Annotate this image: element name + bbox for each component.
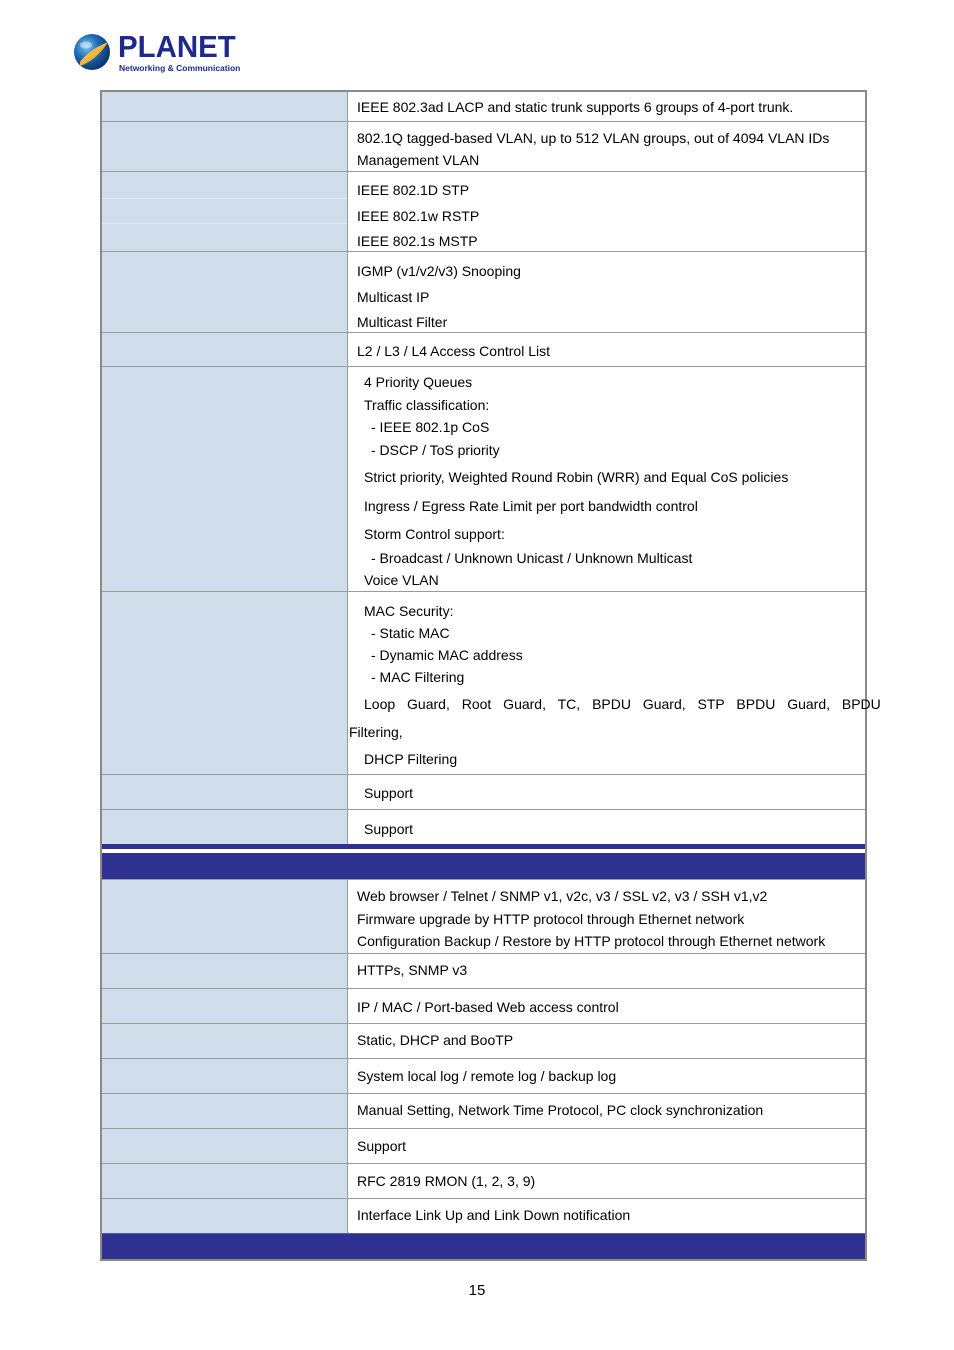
globe-icon bbox=[72, 32, 112, 72]
spec-label-cell bbox=[102, 1059, 348, 1093]
spec-label-cell bbox=[102, 1199, 348, 1233]
spec-line: Support bbox=[364, 785, 414, 801]
spec-value-cell bbox=[348, 92, 865, 121]
table-row bbox=[102, 92, 865, 121]
spec-line: Interface Link Up and Link Down notification bbox=[357, 1207, 631, 1223]
spec-value-cell bbox=[348, 810, 865, 844]
table-row bbox=[102, 1058, 865, 1093]
spec-label-cell bbox=[102, 92, 348, 121]
spec-line: IEEE 802.1D STP bbox=[357, 182, 470, 198]
table-row bbox=[102, 953, 865, 988]
planet-logo bbox=[72, 30, 242, 74]
spec-value-cell bbox=[348, 1164, 865, 1198]
spec-line: Support bbox=[357, 1138, 407, 1154]
spec-line: Firmware upgrade by HTTP protocol through Ethernet network bbox=[357, 910, 745, 927]
spec-line: Multicast Filter bbox=[357, 314, 448, 330]
spec-value-cell bbox=[348, 333, 865, 366]
table-row bbox=[102, 1163, 865, 1198]
spec-line: IEEE 802.1w RSTP bbox=[357, 207, 480, 224]
table-row bbox=[102, 988, 865, 1023]
spec-line: System local log / remote log / backup log bbox=[357, 1068, 617, 1084]
spec-line: Configuration Backup / Restore by HTTP protocol through Ethernet network bbox=[357, 933, 826, 949]
spec-label-cell bbox=[102, 775, 348, 809]
table-row bbox=[102, 1023, 865, 1058]
spec-line: - Dynamic MAC address bbox=[371, 647, 523, 663]
spec-line: L2 / L3 / L4 Access Control List bbox=[357, 343, 550, 359]
spec-value-cell bbox=[348, 775, 865, 809]
spec-label-cell bbox=[102, 954, 348, 988]
spec-line: - IEEE 802.1p CoS bbox=[371, 419, 490, 435]
spec-line: Multicast IP bbox=[357, 288, 430, 305]
spec-value-cell bbox=[348, 592, 883, 774]
spec-value-cell bbox=[348, 1059, 865, 1093]
spec-label-cell bbox=[102, 252, 348, 332]
spec-value-cell bbox=[348, 880, 865, 953]
table-row bbox=[102, 121, 865, 171]
spec-line: Static, DHCP and BooTP bbox=[357, 1032, 514, 1048]
spec-label-cell bbox=[102, 367, 348, 591]
spec-line: 802.1Q tagged-based VLAN, up to 512 VLAN groups, out of 4094 VLAN IDs bbox=[357, 130, 830, 146]
spec-value-cell bbox=[348, 252, 865, 332]
spec-line: Support bbox=[364, 821, 414, 837]
spec-value-cell bbox=[348, 1129, 865, 1163]
table-row bbox=[102, 879, 865, 953]
spec-line: Web browser / Telnet / SNMP v1, v2c, v3 / SSL v2, v3 / SSH v1,v2 bbox=[357, 888, 768, 904]
spec-label-cell bbox=[102, 989, 348, 1023]
table-row bbox=[102, 809, 865, 844]
spec-line: Loop Guard, Root Guard, TC, BPDU Guard, STP BPDU Guard, BPDU bbox=[364, 696, 881, 712]
table-row bbox=[102, 591, 881, 774]
spec-line: HTTPs, SNMP v3 bbox=[357, 962, 468, 978]
table-row bbox=[102, 774, 865, 809]
table-row bbox=[102, 366, 865, 591]
page-number: 15 bbox=[468, 1282, 486, 1299]
spec-label-cell bbox=[102, 172, 348, 251]
logo-wordmark: PLANET bbox=[118, 29, 236, 64]
spec-label-cell bbox=[102, 333, 348, 366]
section-header-bar bbox=[102, 844, 865, 879]
spec-label-cell bbox=[102, 810, 348, 844]
spec-line: MAC Security: bbox=[364, 603, 454, 619]
spec-line: - Broadcast / Unknown Unicast / Unknown Multicast bbox=[371, 549, 693, 566]
spec-line: - MAC Filtering bbox=[371, 669, 465, 685]
table-row bbox=[102, 251, 865, 332]
table-row bbox=[102, 1198, 865, 1233]
spec-value-cell bbox=[348, 954, 865, 988]
spec-line: Strict priority, Weighted Round Robin (WRR) and Equal CoS policies bbox=[364, 469, 789, 485]
spec-line: - Static MAC bbox=[371, 625, 450, 641]
spec-value-cell bbox=[348, 367, 865, 591]
spec-value-cell bbox=[348, 989, 865, 1023]
spec-line: DHCP Filtering bbox=[364, 751, 458, 767]
spec-label-cell bbox=[102, 1094, 348, 1128]
section-header-bar bbox=[102, 1233, 865, 1259]
spec-line: Management VLAN bbox=[357, 152, 480, 168]
spec-line: RFC 2819 RMON (1, 2, 3, 9) bbox=[357, 1173, 536, 1189]
spec-label-cell bbox=[102, 1164, 348, 1198]
spec-value-cell bbox=[348, 1094, 865, 1128]
spec-label-cell bbox=[102, 122, 348, 171]
spec-line: IEEE 802.1s MSTP bbox=[357, 233, 478, 249]
table-row bbox=[102, 1093, 865, 1128]
spec-line: 4 Priority Queues bbox=[364, 374, 473, 390]
spec-line: IP / MAC / Port-based Web access control bbox=[357, 999, 619, 1015]
spec-table bbox=[100, 90, 881, 1261]
table-row bbox=[102, 332, 865, 366]
spec-line: Traffic classification: bbox=[364, 396, 490, 413]
spec-value-cell bbox=[348, 172, 865, 251]
spec-line: - DSCP / ToS priority bbox=[371, 441, 500, 458]
spec-label-cell bbox=[102, 592, 348, 774]
spec-line: Voice VLAN bbox=[364, 572, 439, 588]
spec-value-cell bbox=[348, 1199, 865, 1233]
spec-line: Storm Control support: bbox=[364, 526, 505, 542]
spec-label-cell bbox=[102, 1129, 348, 1163]
table-row bbox=[102, 1128, 865, 1163]
spec-line: IGMP (v1/v2/v3) Snooping bbox=[357, 263, 521, 279]
logo-tagline: Networking & Communication bbox=[119, 63, 241, 73]
spec-line: Filtering, bbox=[349, 724, 403, 740]
table-row bbox=[102, 171, 865, 251]
spec-line: Ingress / Egress Rate Limit per port bandwidth control bbox=[364, 497, 698, 514]
spec-label-cell bbox=[102, 1024, 348, 1058]
spec-label-cell bbox=[102, 880, 348, 953]
spec-line: Manual Setting, Network Time Protocol, PC clock synchronization bbox=[357, 1102, 764, 1118]
spec-value-cell bbox=[348, 122, 865, 171]
spec-value-cell bbox=[348, 1024, 865, 1058]
spec-line: IEEE 802.3ad LACP and static trunk supports 6 groups of 4-port trunk. bbox=[357, 99, 794, 115]
